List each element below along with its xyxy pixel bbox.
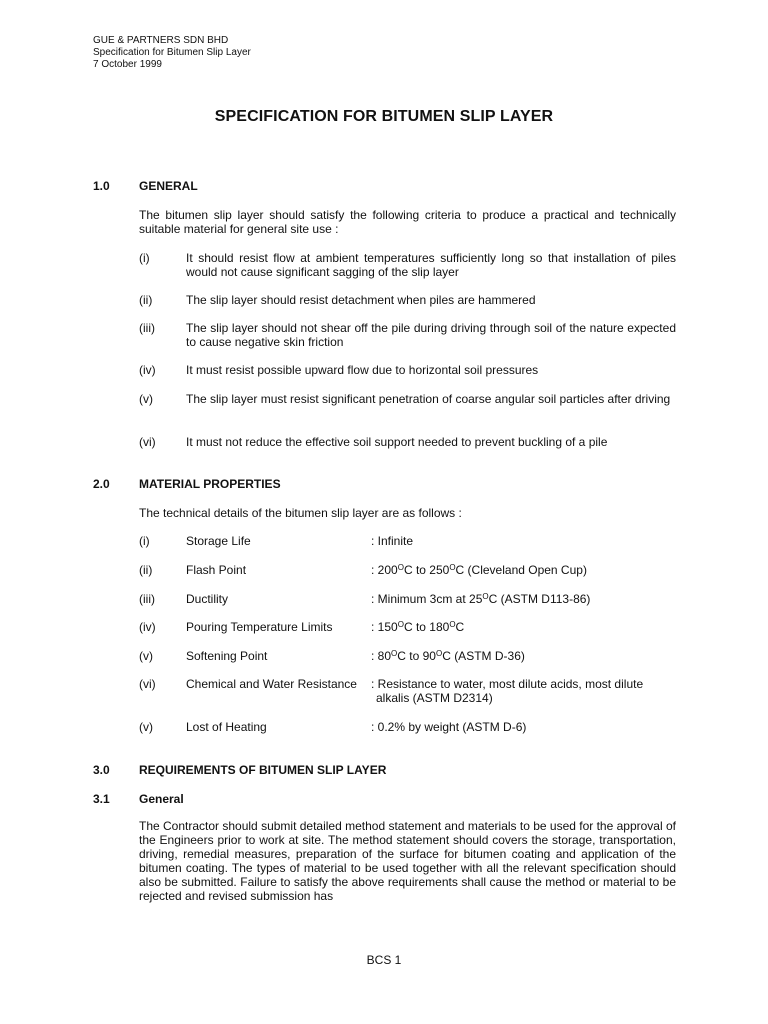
property-number: (iii) <box>139 592 155 606</box>
subsection-heading: General <box>139 792 184 806</box>
list-item-text: It must not reduce the effective soil support needed to prevent buckling of a pile <box>186 435 608 449</box>
section-number: 2.0 <box>93 477 110 491</box>
list-item-text: The slip layer should not shear off the pile during driving through soil of the nature expected to cause negative skin friction <box>186 321 676 349</box>
property-label: Chemical and Water Resistance <box>186 677 357 691</box>
company-name: GUE & PARTNERS SDN BHD <box>93 35 229 46</box>
property-value: : Resistance to water, most dilute acids, most dilute alkalis (ASTM D2314) <box>371 677 644 705</box>
subsection-number: 3.1 <box>93 792 110 806</box>
document-subject: Specification for Bitumen Slip Layer <box>93 47 251 58</box>
section-heading: MATERIAL PROPERTIES <box>139 477 281 491</box>
section-heading: REQUIREMENTS OF BITUMEN SLIP LAYER <box>139 763 387 777</box>
section-intro: The technical details of the bitumen slip layer are as follows : <box>139 506 462 520</box>
property-value: : Infinite <box>371 534 414 548</box>
property-number: (i) <box>139 534 150 548</box>
property-value: : $200^OC$ to $250^OC$ (Cleveland Open Cup) <box>371 563 587 577</box>
list-item-text: It should resist flow at ambient temperatures sufficiently long so that installation of piles would not cause significant sagging of the slip layer <box>186 251 676 279</box>
property-label: Lost of Heating <box>186 720 267 734</box>
property-label: Pouring Temperature Limits <box>186 620 333 634</box>
list-item-number: (v) <box>139 392 153 406</box>
list-item-text: It must resist possible upward flow due to horizontal soil pressures <box>186 363 539 377</box>
property-label: Flash Point <box>186 563 247 577</box>
property-value: : 0.2% by weight (ASTM D-6) <box>371 720 527 734</box>
property-label: Ductility <box>186 592 229 606</box>
document-header <box>93 35 251 71</box>
section-heading: GENERAL <box>139 179 198 193</box>
list-item-number: (ii) <box>139 293 153 307</box>
property-number: (ii) <box>139 563 153 577</box>
property-label: Storage Life <box>186 534 251 548</box>
list-item-text: The slip layer must resist significant penetration of coarse angular soil particles after driving <box>186 392 671 406</box>
list-item-number: (iv) <box>139 363 156 377</box>
property-label: Softening Point <box>186 649 268 663</box>
section-intro: The bitumen slip layer should satisfy the following criteria to produce a practical and technically suitable material for general site use : <box>139 208 676 236</box>
list-item-number: (iii) <box>139 321 155 335</box>
section-number: 1.0 <box>93 179 110 193</box>
list-item-number: (i) <box>139 251 150 265</box>
list-item-number: (vi) <box>139 435 156 449</box>
page-title: SPECIFICATION FOR BITUMEN SLIP LAYER <box>214 108 554 125</box>
section-number: 3.0 <box>93 763 110 777</box>
page-number: BCS 1 <box>366 953 402 967</box>
document-date: 7 October 1999 <box>93 59 162 70</box>
subsection-paragraph: The Contractor should submit detailed method statement and materials to be used for the approval of the Engineers prior to work at site. The method statement should covers the storage, transportation, driving, remedial measures, preparation of the surface for bitumen coating and application of the bitumen coating. The types of material to be used together with all the relevant specification should also be submitted. Failure to satisfy the above requirements shall cause the method or material to be rejected and revised submission has <box>139 819 676 903</box>
property-value: : $80^OC$ to $90^OC$ (ASTM D-36) <box>371 649 525 663</box>
property-value: : Minimum 3cm at $25^OC$ (ASTM D113-86) <box>371 592 591 606</box>
property-number: (v) <box>139 649 153 663</box>
property-number: (vi) <box>139 677 156 691</box>
property-number: (v) <box>139 720 153 734</box>
property-value: : $150^OC$ to $180^OC$ <box>371 620 465 634</box>
property-number: (iv) <box>139 620 156 634</box>
list-item-text: The slip layer should resist detachment when piles are hammered <box>186 293 536 307</box>
